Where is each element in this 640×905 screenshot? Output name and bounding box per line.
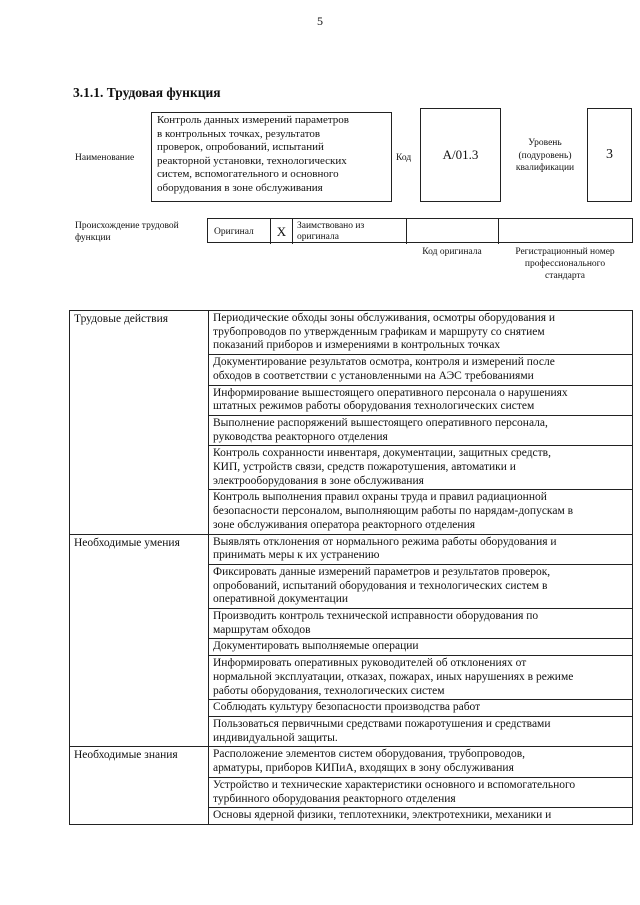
cell-line: Документировать выполняемые операции bbox=[213, 640, 419, 653]
cell-line: обходов в соответствии с установленными на АЭС требованиями bbox=[213, 369, 534, 382]
table-cell bbox=[209, 747, 633, 777]
reg-number-caption-line: профессионального bbox=[524, 259, 606, 269]
table-cell bbox=[209, 808, 633, 825]
table-cell bbox=[209, 564, 633, 608]
code-value: A/01.3 bbox=[420, 108, 501, 202]
cell-line: трубопроводов по утвержденным графикам и маршруту со снятием bbox=[213, 325, 545, 338]
level-value: 3 bbox=[587, 108, 632, 202]
name-label: Наименование bbox=[75, 153, 135, 163]
reg-number-caption-line: стандарта bbox=[545, 271, 585, 281]
table-row bbox=[70, 534, 633, 564]
code-original-cell bbox=[407, 219, 499, 244]
cell-line: Выявлять отклонения от нормального режима работы оборудования и bbox=[213, 535, 557, 548]
origin-row bbox=[207, 218, 633, 243]
function-name-line: оборудования в зоне обслуживания bbox=[157, 181, 323, 194]
table-cell bbox=[209, 777, 633, 807]
cell-line: Контроль сохранности инвентаря, документации, защитных средств, bbox=[213, 447, 551, 460]
borrowed-label-line: оригинала bbox=[297, 231, 339, 242]
function-name-line: проверок, опробований, испытаний bbox=[157, 141, 324, 154]
origin-label-line: Происхождение трудовой bbox=[75, 221, 179, 231]
section-heading: 3.1.1. Трудовая функция bbox=[73, 85, 221, 100]
cell-line: оперативной документации bbox=[213, 593, 349, 606]
table-cell bbox=[209, 656, 633, 700]
table-cell bbox=[209, 415, 633, 445]
cell-line: Контроль выполнения правил охраны труда и правил радиационной bbox=[213, 491, 547, 504]
reg-number-caption-line: Регистрационный номер bbox=[515, 247, 615, 257]
level-label-line: квалификации bbox=[515, 163, 575, 173]
reg-number-caption bbox=[498, 246, 632, 282]
origin-label bbox=[75, 220, 179, 244]
table-cell bbox=[209, 534, 633, 564]
table-cell bbox=[209, 700, 633, 717]
cell-line: зоне обслуживания оператора реакторного отделения bbox=[213, 518, 476, 531]
level-label-line: (подуровень) bbox=[518, 150, 572, 161]
cell-line: Расположение элементов систем оборудования, трубопроводов, bbox=[213, 748, 526, 761]
cell-line: безопасности персоналом, выполняющим работы по нарядам-допускам в bbox=[213, 505, 574, 518]
cell-line: КИП, устройств связи, средств пожаротушения, автоматики и bbox=[213, 461, 516, 474]
function-details-table bbox=[69, 310, 633, 825]
table-cell bbox=[209, 355, 633, 385]
cell-line: арматуры, приборов КИПиА, входящих в зону обслуживания bbox=[213, 762, 514, 775]
page-number: 5 bbox=[317, 14, 323, 28]
cell-line: работы оборудования, технологических систем bbox=[213, 684, 445, 697]
original-label: Оригинал bbox=[208, 219, 271, 244]
cell-line: индивидуальной защиты. bbox=[213, 731, 338, 744]
cell-line: электрооборудования в зоне обслуживания bbox=[213, 474, 424, 487]
cell-line: маршрутам обходов bbox=[213, 623, 311, 636]
cell-line: Информирование вышестоящего оперативного персонала о нарушениях bbox=[213, 386, 568, 399]
category-label: Необходимые знания bbox=[70, 747, 209, 825]
code-label: Код bbox=[396, 153, 412, 163]
cell-line: Устройство и технические характеристики основного и вспомогательного bbox=[213, 778, 576, 791]
code-original-caption: Код оригинала bbox=[422, 247, 482, 257]
table-cell bbox=[209, 609, 633, 639]
table-cell bbox=[209, 385, 633, 415]
cell-line: Документирование результатов осмотра, контроля и измерений после bbox=[213, 356, 555, 369]
function-name-line: в контрольных точках, результатов bbox=[157, 127, 321, 140]
cell-line: Производить контроль технической исправности оборудования по bbox=[213, 610, 539, 623]
function-name-box bbox=[151, 112, 392, 202]
cell-line: Выполнение распоряжений вышестоящего оперативного персонала, bbox=[213, 416, 548, 429]
function-name-line: Контроль данных измерений параметров bbox=[157, 114, 349, 126]
cell-line: принимать меры к их устранению bbox=[213, 549, 380, 562]
cell-line: Соблюдать культуру безопасности производства работ bbox=[213, 701, 481, 714]
cell-line: Периодические обходы зоны обслуживания, осмотры оборудования и bbox=[213, 312, 556, 324]
table-row bbox=[70, 747, 633, 777]
reg-number-cell bbox=[499, 219, 633, 244]
original-mark: X bbox=[271, 219, 293, 244]
cell-line: Пользоваться первичными средствами пожаротушения и средствами bbox=[213, 717, 551, 730]
table-cell bbox=[209, 716, 633, 746]
cell-line: нормальной эксплуатации, отказах, пожарах, иных нарушениях в режиме bbox=[213, 670, 574, 683]
table-cell bbox=[209, 639, 633, 656]
cell-line: Информировать оперативных руководителей об отклонениях от bbox=[213, 657, 527, 670]
table-row bbox=[70, 311, 633, 355]
table-cell bbox=[209, 490, 633, 534]
level-label-line: Уровень bbox=[528, 138, 562, 148]
cell-line: Фиксировать данные измерений параметров и результатов проверок, bbox=[213, 565, 551, 578]
cell-line: штатных режимов работы оборудования технологических систем bbox=[213, 400, 535, 413]
category-label: Трудовые действия bbox=[70, 311, 209, 535]
level-label bbox=[503, 137, 587, 175]
cell-line: Основы ядерной физики, теплотехники, электротехники, механики и bbox=[213, 809, 552, 822]
function-name-line: систем, вспомогательного и основного bbox=[157, 168, 339, 181]
borrowed-label-line: Заимствовано из bbox=[297, 220, 365, 231]
cell-line: турбинного оборудования реакторного отделения bbox=[213, 792, 456, 805]
origin-label-line: функции bbox=[75, 233, 111, 243]
cell-line: опробований, испытаний оборудования и технологических систем в bbox=[213, 579, 548, 592]
cell-line: показаний приборов и измерениями в контрольных точках bbox=[213, 339, 501, 352]
function-name-line: реакторной установки, технологических bbox=[157, 154, 347, 167]
table-cell bbox=[209, 446, 633, 490]
table-cell bbox=[209, 311, 633, 355]
cell-line: руководства реакторного отделения bbox=[213, 430, 388, 443]
borrowed-label bbox=[293, 219, 407, 244]
category-label: Необходимые умения bbox=[70, 534, 209, 747]
